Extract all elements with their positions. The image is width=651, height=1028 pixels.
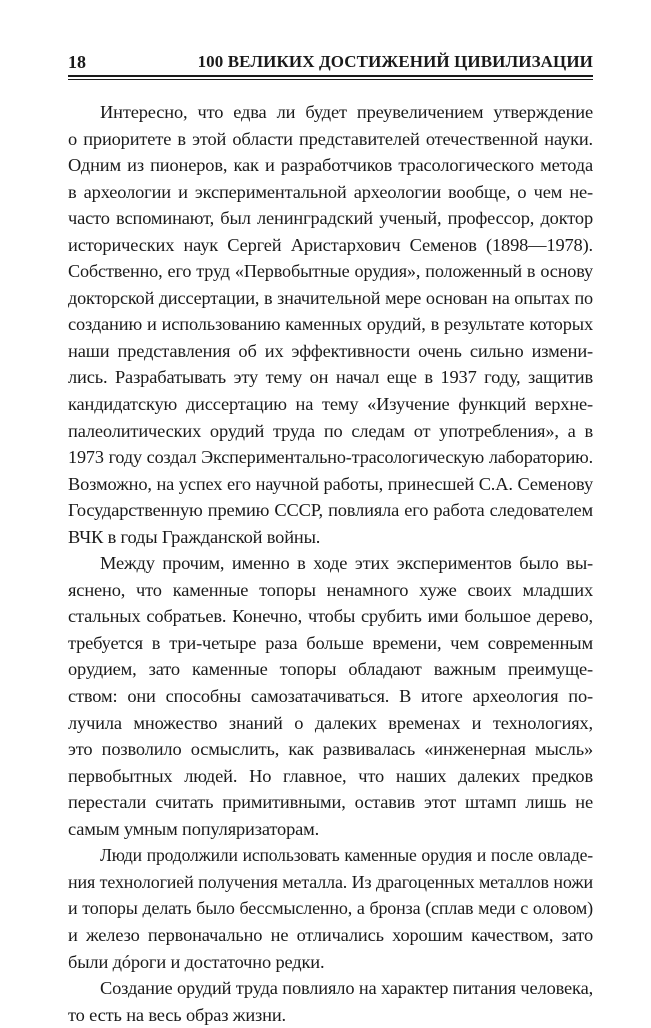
header-rule-thick	[68, 75, 593, 77]
text-line: в археологии и экспериментальной археологии вообще, о чем не-	[68, 181, 593, 202]
text-line: орудием, зато каменные топоры обладают важным преимуще-	[68, 659, 593, 680]
text-line: ВЧК в годы Гражданской войны.	[68, 526, 321, 547]
paragraph	[68, 550, 593, 842]
text-line: первобытных людей. Но главное, что наших далеких предков	[68, 765, 593, 786]
page-number: 18	[68, 52, 86, 72]
text-line: то есть на весь образ жизни.	[68, 1004, 287, 1025]
body-text	[68, 99, 593, 1028]
text-line: стальных собратьев. Конечно, чтобы срубить ими большое дерево,	[68, 606, 593, 627]
text-line: и железо первоначально не отличались хорошим качеством, зато	[68, 924, 593, 945]
text-line: Одним из пионеров, как и разработчиков трасологического метода	[68, 155, 593, 176]
paragraph	[68, 975, 593, 1028]
text-line: палеолитических орудий труда по следам от употребления», а в	[68, 420, 593, 441]
text-line: наши представления об их эффективности очень сильно измени-	[68, 340, 593, 361]
paragraph	[68, 99, 593, 550]
paragraph	[68, 842, 593, 975]
header-rule-thin	[68, 79, 593, 80]
text-line: ством: они способны самозатачиваться. В итоге археология по-	[68, 686, 593, 707]
text-line: лись. Разрабатывать эту тему он начал еще в 1937 году, защитив	[68, 367, 593, 388]
text-line: исторических наук Сергей Аристархович Семенов (1898—1978).	[68, 234, 593, 255]
text-line: Люди продолжили использовать каменные орудия и после овладе-	[100, 845, 593, 866]
text-line: перестали считать примитивными, оставив этот штамп лишь не	[68, 792, 593, 813]
text-line: самым умным популяризаторам.	[68, 818, 320, 839]
text-line: 1973 году создал Экспериментально-трасологическую лабораторию.	[68, 447, 593, 468]
text-line: докторской диссертации, в значительной мере основан на опытах по	[68, 287, 593, 308]
text-line: были дóроги и достаточно редки.	[68, 951, 325, 972]
text-line: кандидатскую диссертацию на тему «Изучение функций верхне-	[68, 394, 593, 415]
text-line: Создание орудий труда повлияло на характер питания человека,	[100, 978, 594, 999]
text-line: яснено, что каменные топоры ненамного хуже своих младших	[68, 579, 593, 600]
text-line: Интересно, что едва ли будет преувеличением утверждение	[100, 102, 593, 122]
text-line: Собственно, его труд «Первобытные орудия», положенный в основу	[68, 261, 593, 282]
text-line: часто вспоминают, был ленинградский ученый, профессор, доктор	[68, 208, 593, 229]
running-header	[68, 52, 593, 74]
text-line: Возможно, на успех его научной работы, принесшей С.А. Семенову	[68, 473, 593, 494]
text-line: и топоры делать было бессмысленно, а бронза (сплав меди с оловом)	[68, 898, 593, 919]
text-line: Государственную премию СССР, повлияла его работа следователем	[68, 500, 593, 521]
text-line: это позволило осмыслить, как развивалась «инженерная мысль»	[68, 739, 593, 760]
text-line: лучила множество знаний о далеких временах и технологиях,	[68, 712, 593, 733]
text-line: о приоритете в этой области представителей отечественной науки.	[68, 128, 593, 149]
text-line: созданию и использованию каменных орудий, в результате которых	[68, 314, 593, 335]
running-title: 100 ВЕЛИКИХ ДОСТИЖЕНИЙ ЦИВИЛИЗАЦИИ	[197, 52, 593, 71]
text-line: требуется в три-четыре раза больше времени, чем современным	[68, 632, 593, 653]
text-line: ния технологией получения металла. Из драгоценных металлов ножи	[68, 871, 593, 892]
text-line: Между прочим, именно в ходе этих экспериментов было вы-	[100, 553, 593, 574]
